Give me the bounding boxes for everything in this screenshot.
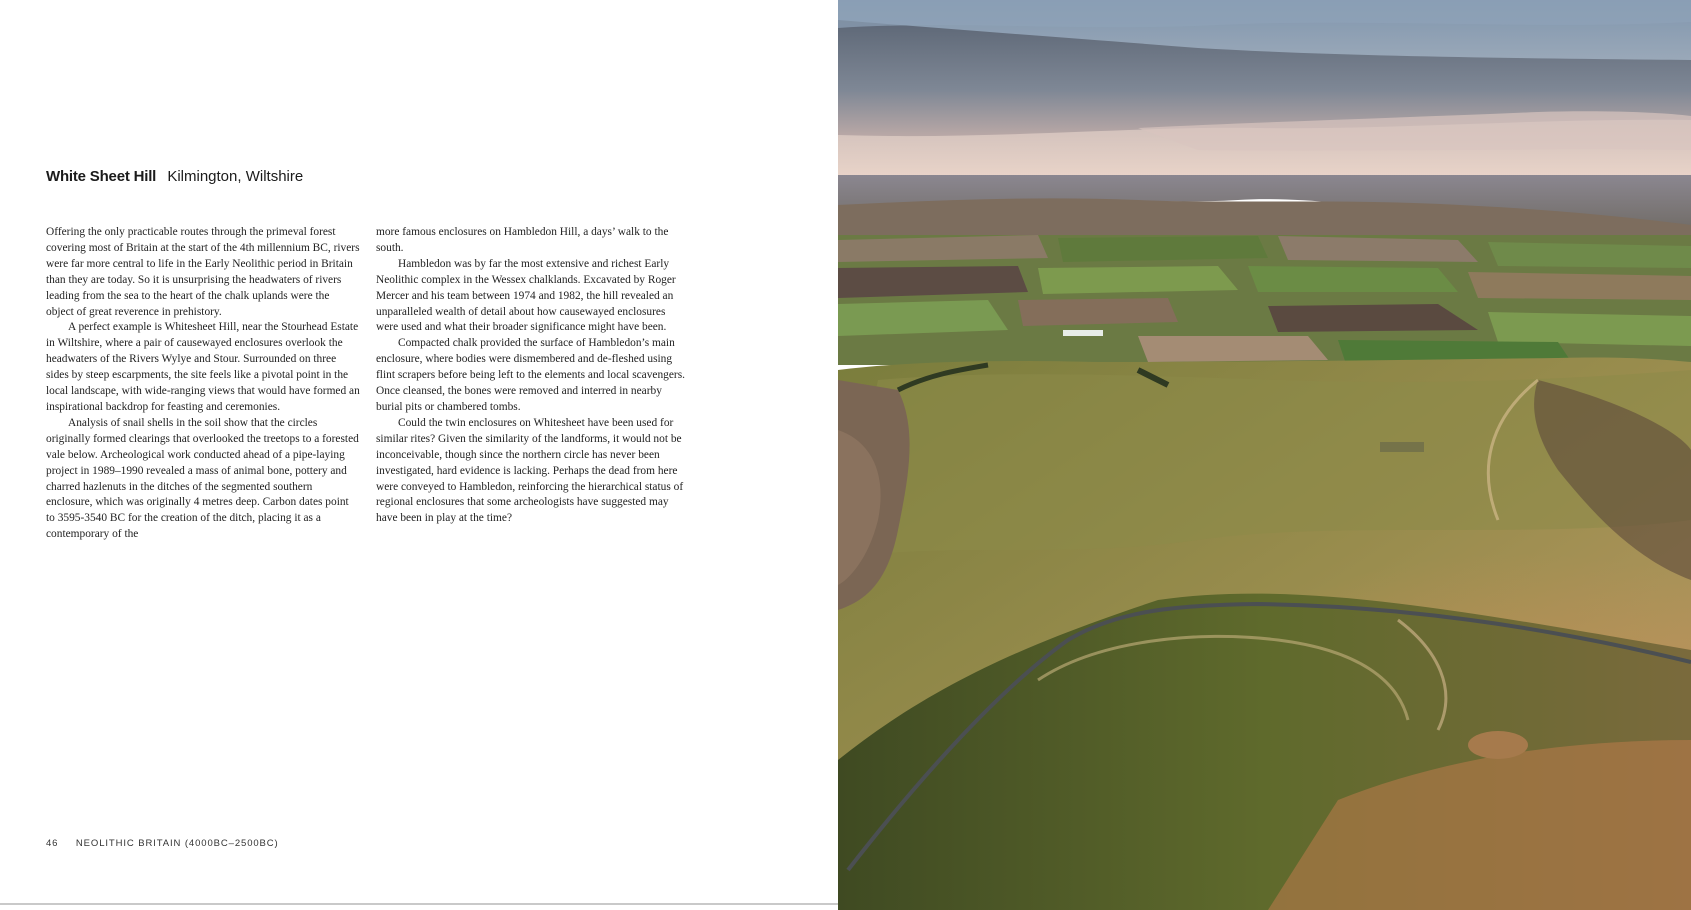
left-page — [0, 0, 838, 903]
body-column-left — [46, 225, 360, 543]
site-location: Kilmington, Wiltshire — [167, 168, 304, 185]
paragraph: Analysis of snail shells in the soil show that the circles originally formed clearings that overlooked the treetops to a forested vale below. Archeological work conducted ahead of a pipe-laying project in 1989–1990 revealed a mass of animal bone, pottery and charred hazlenuts in the ditches of the segmented southern enclosure, which was originally 4 metres deep. Carbon dates point to 3595-3540 BC for the creation of the ditch, placing it as a contemporary of the — [46, 416, 359, 541]
site-heading — [46, 168, 303, 185]
paragraph: Hambledon was by far the most extensive and richest Early Neolithic complex in the Wessex chalklands. Excavated by Roger Mercer and his team between 1974 and 1982, the hill revealed an unparalleled wealth of detail about how causewayed enclosures were used and what their broader significance might have been. — [376, 257, 676, 334]
aerial-landscape-photo — [838, 0, 1691, 910]
page-number: 46 — [46, 838, 59, 849]
paragraph: A perfect example is Whitesheet Hill, near the Stourhead Estate in Wiltshire, where a pair of causewayed enclosures overlook the headwaters of the Rivers Wylye and Stour. Surrounded on three sides by steep escarpments, the site feels like a pivotal point in the local landscape, with wide-ranging views that would have formed an inspirational backdrop for feasting and ceremonies. — [46, 321, 360, 413]
page-bottom-rule — [0, 903, 838, 905]
body-column-right — [376, 225, 690, 527]
paragraph: Could the twin enclosures on Whitesheet have been used for similar rites? Given the similarity of the landforms, it would not be inconceivable, though since the northern circle has never been investigated, hard evidence is lacking. Perhaps the dead from here were conveyed to Hambledon, reinforcing the hierarchical status of regional enclosures that some archeologists have suggested may have been in play at the time? — [376, 416, 684, 525]
running-title: NEOLITHIC BRITAIN (4000BC–2500BC) — [75, 838, 279, 849]
paragraph: Offering the only practicable routes through the primeval forest covering most of Britain at the start of the 4th millennium BC, rivers were far more central to life in the Early Neolithic period in Britain than they are today. So it is unsurprising the headwaters of rivers leading from the sea to the heart of the chalk uplands were the object of great reverence in prehistory. — [46, 226, 360, 318]
page-footer — [46, 838, 279, 849]
site-title: White Sheet Hill — [46, 168, 157, 185]
paragraph: Compacted chalk provided the surface of Hambledon’s main enclosure, where bodies were dismembered and de-fleshed using flint scrapers before being left to the elements and local scavengers. Once cleansed, the bones were removed and interred in nearby burial pits or chambered tombs. — [376, 337, 686, 413]
paragraph: more famous enclosures on Hambledon Hill, a days’ walk to the south. — [376, 226, 669, 254]
